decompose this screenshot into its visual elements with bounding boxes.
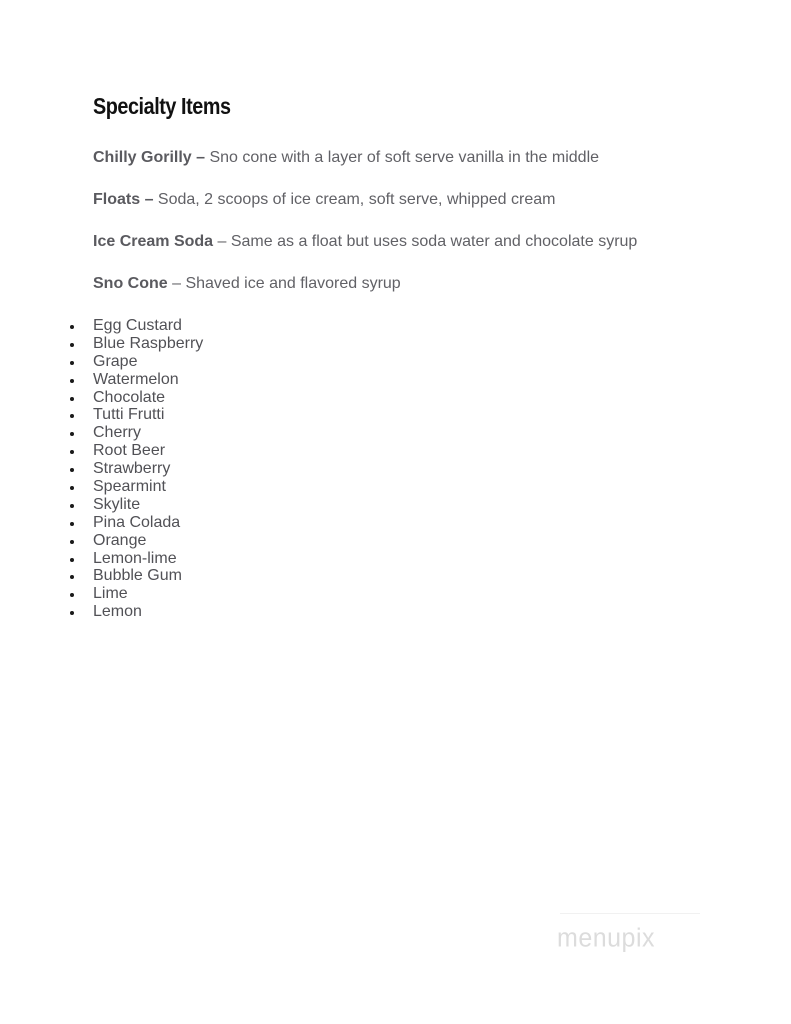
flavor-label: Root Beer [93,442,166,460]
list-item [93,514,203,532]
list-item [93,371,203,389]
menu-item-sno-cone [93,274,401,294]
item-name: Chilly Gorilly – [93,149,206,166]
item-description: Soda, 2 scoops of ice cream, soft serve, whipped cream [153,191,556,208]
list-item [93,406,203,424]
flavor-label: Grape [93,352,138,370]
flavor-label: Cherry [93,424,142,442]
bullet-icon [70,540,74,544]
item-name: Ice Cream Soda [93,233,214,250]
flavor-label: Lemon [93,603,142,621]
flavor-list [93,317,203,621]
flavor-label: Pina Colada [93,513,181,531]
list-item [93,317,203,335]
flavor-label: Chocolate [93,388,166,406]
bullet-icon [70,522,74,526]
list-item [93,567,203,585]
list-item [93,442,203,460]
bullet-icon [70,468,74,472]
flavor-label: Lemon-lime [93,549,177,567]
list-item [93,478,203,496]
flavor-label: Watermelon [93,370,179,388]
flavor-label: Bubble Gum [93,567,182,585]
list-item [93,603,203,621]
item-name: Sno Cone [93,275,168,292]
list-item [93,532,203,550]
bullet-icon [70,611,74,615]
menu-item-floats [93,190,555,210]
flavor-label: Spearmint [93,478,166,496]
flavor-label: Blue Raspberry [93,334,204,352]
bullet-icon [70,361,74,365]
list-item [93,550,203,568]
item-name: Floats – [93,191,154,208]
item-description: Sno cone with a layer of soft serve vanilla in the middle [205,149,600,166]
menu-item-ice-cream-soda [93,232,637,252]
list-item [93,335,203,353]
flavor-label: Egg Custard [93,317,182,334]
flavor-label: Orange [93,531,147,549]
list-item [93,424,203,442]
bullet-icon [70,325,74,329]
bullet-icon [70,432,74,436]
bullet-icon [70,379,74,383]
bullet-icon [70,414,74,418]
watermark-logo: menupix [557,923,655,953]
list-item [93,585,203,603]
bullet-icon [70,343,74,347]
bullet-icon [70,575,74,579]
menu-item-chilly-gorilly [93,148,599,168]
item-description: – Shaved ice and flavored syrup [167,275,401,292]
list-item [93,496,203,514]
list-item [93,460,203,478]
flavor-label: Tutti Frutti [93,406,165,424]
flavor-label: Lime [93,585,128,603]
list-item [93,353,203,371]
page-title: Specialty Items [93,93,231,119]
flavor-label: Skylite [93,495,141,513]
bullet-icon [70,397,74,401]
bullet-icon [70,558,74,562]
flavor-label: Strawberry [93,460,171,478]
bullet-icon [70,450,74,454]
watermark-divider [560,913,700,914]
list-item [93,389,203,407]
bullet-icon [70,486,74,490]
item-description: – Same as a float but uses soda water and chocolate syrup [213,233,638,250]
bullet-icon [70,593,74,597]
bullet-icon [70,504,74,508]
